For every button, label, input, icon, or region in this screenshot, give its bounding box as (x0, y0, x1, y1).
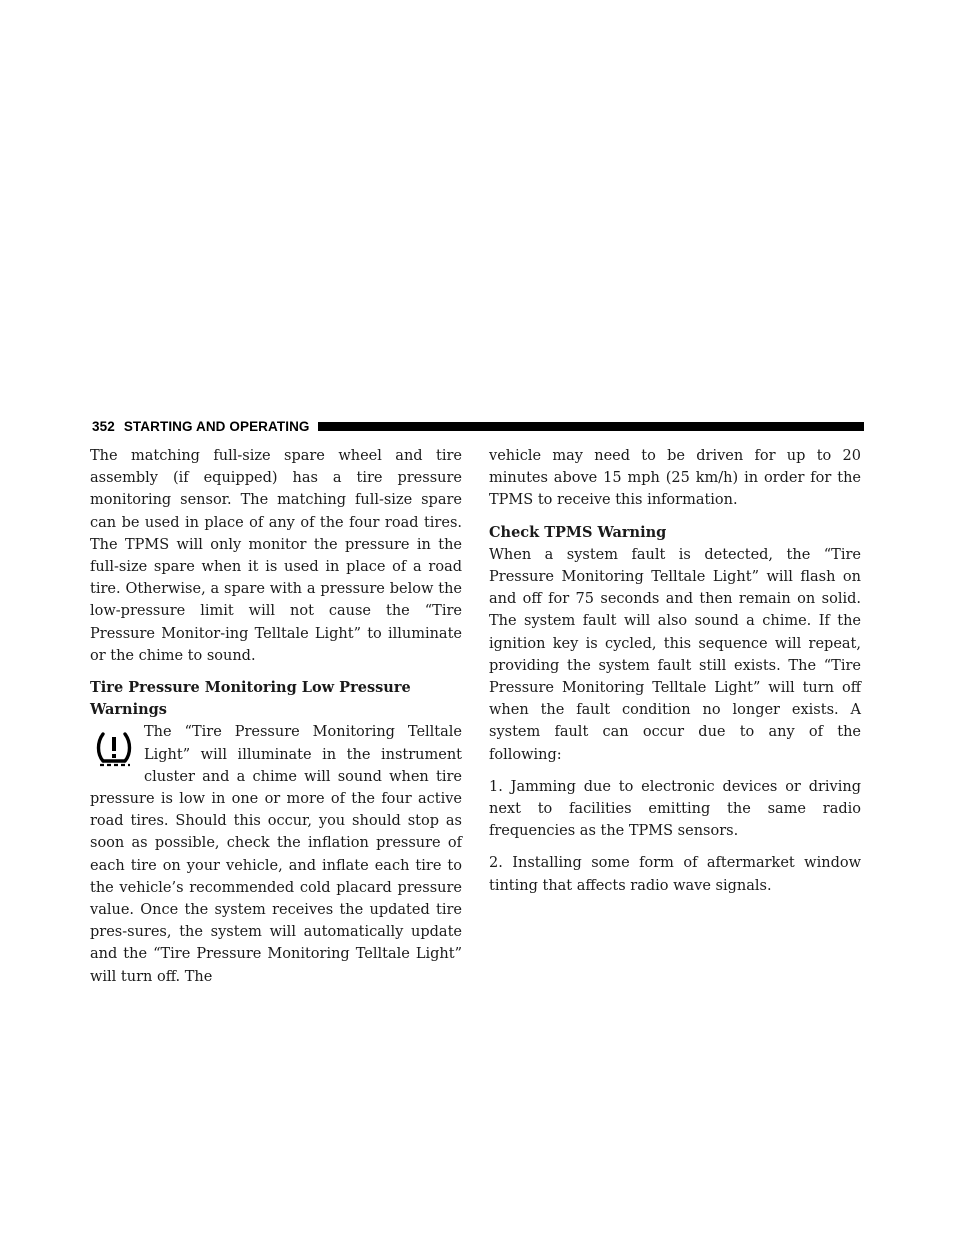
low-pressure-paragraph: The “Tire Pressure Monitoring Telltale Light” will illuminate in the instrument cluster and a chime will sound when tire pressure is low in one or more of the four active road tires. Should this occur, you should stop as soon as possible, check the inflation pressure of each tire on your vehicle, and inflate each tire to the vehicle’s recommended cold placard pressure value. Once the system receives the updated tire pres-sures, the system will automatically update and the “Tire Pressure Monitoring Telltale Light” will turn off. The (90, 724, 462, 985)
tire-pressure-warning-icon (94, 729, 134, 769)
low-pressure-heading: Tire Pressure Monitoring Low Pressure Warnings (90, 679, 411, 719)
continuation-paragraph: vehicle may need to be driven for up to 20 minutes above 15 mph (25 km/h) in order for the TPMS to receive this information. (489, 448, 861, 509)
page-header (92, 416, 864, 436)
low-pressure-block (90, 721, 462, 987)
system-fault-paragraph: When a system fault is detected, the “Tire Pressure Monitoring Telltale Light” will flash on and off for 75 seconds and then remain on solid. The system fault will also sound a chime. If the ignition key is cycled, this sequence will repeat, providing the system fault still exists. The “Tire Pressure Monitoring Telltale Light” will turn off when the fault condition no longer exists. A system fault can occur due to any of the following: (489, 546, 861, 763)
section-title: STARTING AND OPERATING (123, 418, 310, 434)
page-number: 352 (92, 418, 115, 434)
fault-item-2: 2. Installing some form of aftermarket window tinting that affects radio wave signals. (489, 855, 861, 894)
left-column (90, 445, 462, 998)
spare-tire-paragraph: The matching full-size spare wheel and tire assembly (if equipped) has a tire pressure monitoring sensor. The matching full-size spare can be used in place of any of the four road tires. The TPMS will only monitor the pressure in the full-size spare when it is used in place of a road tire. Otherwise, a spare with a pressure below the low-pressure limit will not cause the “Tire Pressure Monitor-ing Telltale Light” to illuminate or the chime to sound. (90, 448, 462, 664)
check-tpms-heading: Check TPMS Warning (489, 523, 667, 541)
right-column (489, 445, 861, 907)
header-rule (318, 422, 864, 431)
fault-item-1: 1. Jamming due to electronic devices or driving next to facilities emitting the same radio frequencies as the TPMS sensors. (489, 778, 861, 840)
